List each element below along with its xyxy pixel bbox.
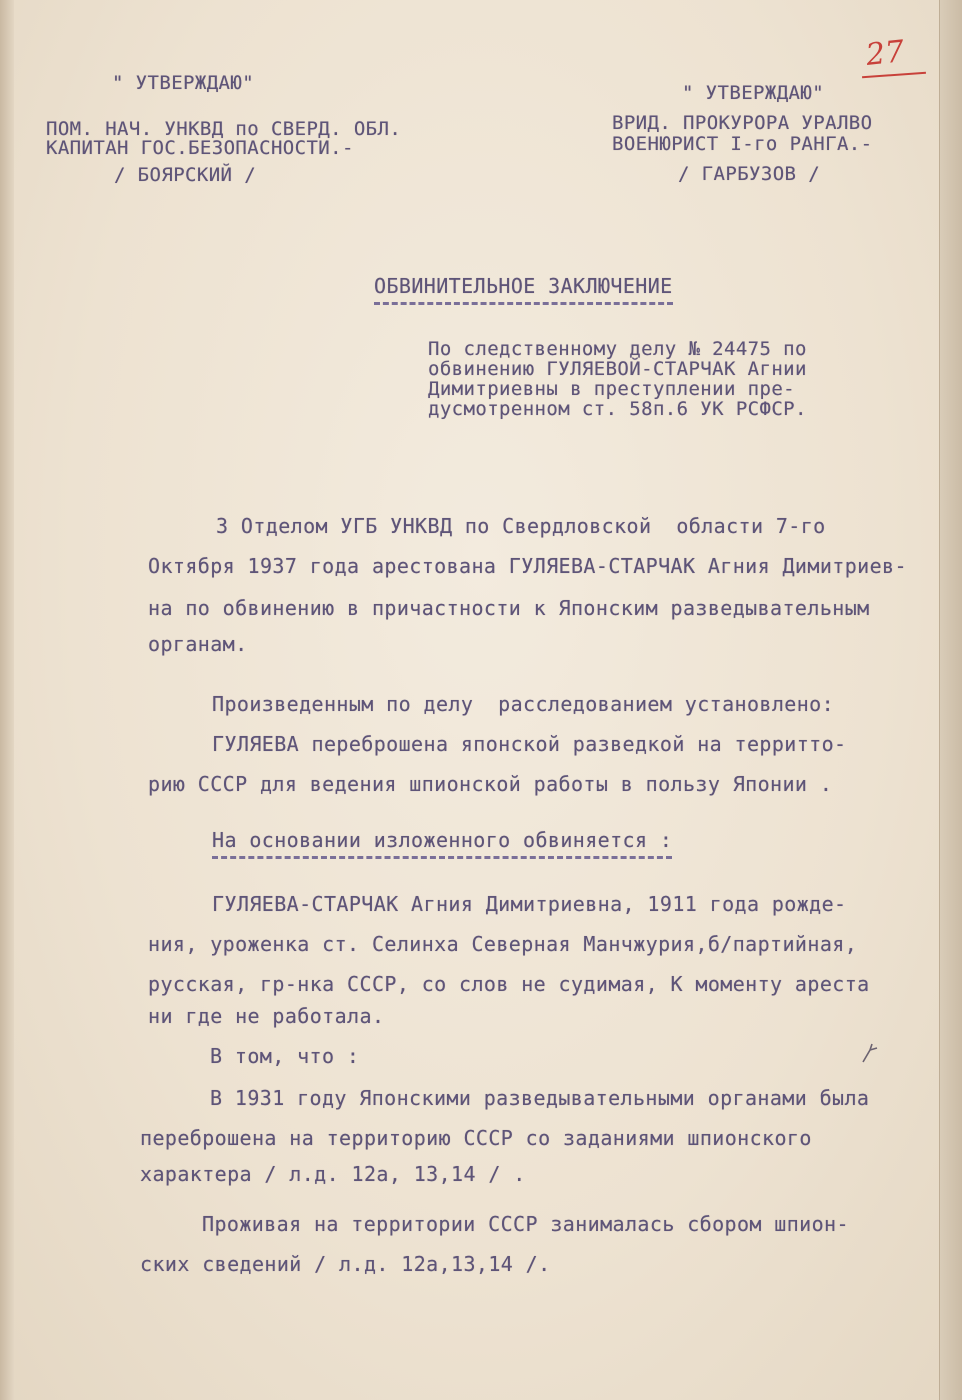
page-number-underline <box>862 72 926 78</box>
paragraph3-line2: ния, уроженка ст. Селинха Северная Манчжурия,б/партийная, <box>148 932 858 956</box>
case-info-line2: обвинению ГУЛЯЕВОЙ-СТАРЧАК Агнии <box>428 358 807 380</box>
paragraph5-line2: ских сведений / л.д. 12а,13,14 /. <box>140 1252 551 1276</box>
paragraph2-line3: рию СССР для ведения шпионской работы в пользу Японии . <box>148 772 833 796</box>
paragraph5-line1: Проживая на территории СССР занималась сбором шпион- <box>202 1212 849 1236</box>
in-that-line: В том, что : <box>210 1044 360 1068</box>
pencil-tick-mark <box>860 1042 880 1064</box>
paper-right-edge <box>939 0 962 1400</box>
page-number: 27 <box>864 34 906 73</box>
paragraph1-line4: органам. <box>148 632 248 656</box>
paragraph1-line1: 3 Отделом УГБ УНКВД по Свердловской области 7-го <box>216 514 826 538</box>
paragraph1-line2: Октября 1937 года арестована ГУЛЯЕВА-СТАРЧАК Агния Димитриев- <box>148 554 907 578</box>
paragraph1-line3: на по обвинению в причастности к Японским разведывательным <box>148 596 870 620</box>
charge-heading: На основании изложенного обвиняется : <box>212 830 672 859</box>
document-title: ОБВИНИТЕЛЬНОЕ ЗАКЛЮЧЕНИЕ <box>374 276 673 305</box>
approval-right-line1: ВРИД. ПРОКУРОРА УРАЛВО <box>612 112 873 134</box>
approval-left-line1: ПОМ. НАЧ. УНКВД по СВЕРД. ОБЛ. <box>46 118 402 140</box>
approval-right-heading: " УТВЕРЖДАЮ" <box>682 82 825 104</box>
approval-right-line2: ВОЕНЮРИСТ I-го РАНГА.- <box>612 133 873 155</box>
approval-right-name: / ГАРБУЗОВ / <box>678 163 821 185</box>
case-info-line1: По следственному делу № 24475 по <box>428 338 807 360</box>
paragraph4-line2: переброшена на территорию СССР со заданиями шпионского <box>140 1126 812 1150</box>
paragraph2-line1: Произведенным по делу расследованием установлено: <box>212 692 835 716</box>
approval-left-line2: КАПИТАН ГОС.БЕЗОПАСНОСТИ.- <box>46 137 354 159</box>
paper-left-edge <box>0 0 14 1400</box>
paragraph4-line1: В 1931 году Японскими разведывательными органами была <box>210 1086 870 1110</box>
paragraph4-line3: характера / л.д. 12а, 13,14 / . <box>140 1162 526 1186</box>
approval-left-heading: " УТВЕРЖДАЮ" <box>112 72 255 94</box>
case-info-line4: дусмотренном ст. 58п.6 УК РСФСР. <box>428 398 807 420</box>
paragraph2-line2: ГУЛЯЕВА переброшена японской разведкой на территто- <box>212 732 847 756</box>
paragraph3-line1: ГУЛЯЕВА-СТАРЧАК Агния Димитриевна, 1911 года рожде- <box>212 892 847 916</box>
paragraph3-line4: ни где не работала. <box>148 1004 385 1028</box>
approval-left-name: / БОЯРСКИЙ / <box>114 164 257 186</box>
case-info-line3: Димитриевны в преступлении пре- <box>428 378 796 400</box>
paragraph3-line3: русская, гр-нка СССР, со слов не судимая, К моменту ареста <box>148 972 870 996</box>
